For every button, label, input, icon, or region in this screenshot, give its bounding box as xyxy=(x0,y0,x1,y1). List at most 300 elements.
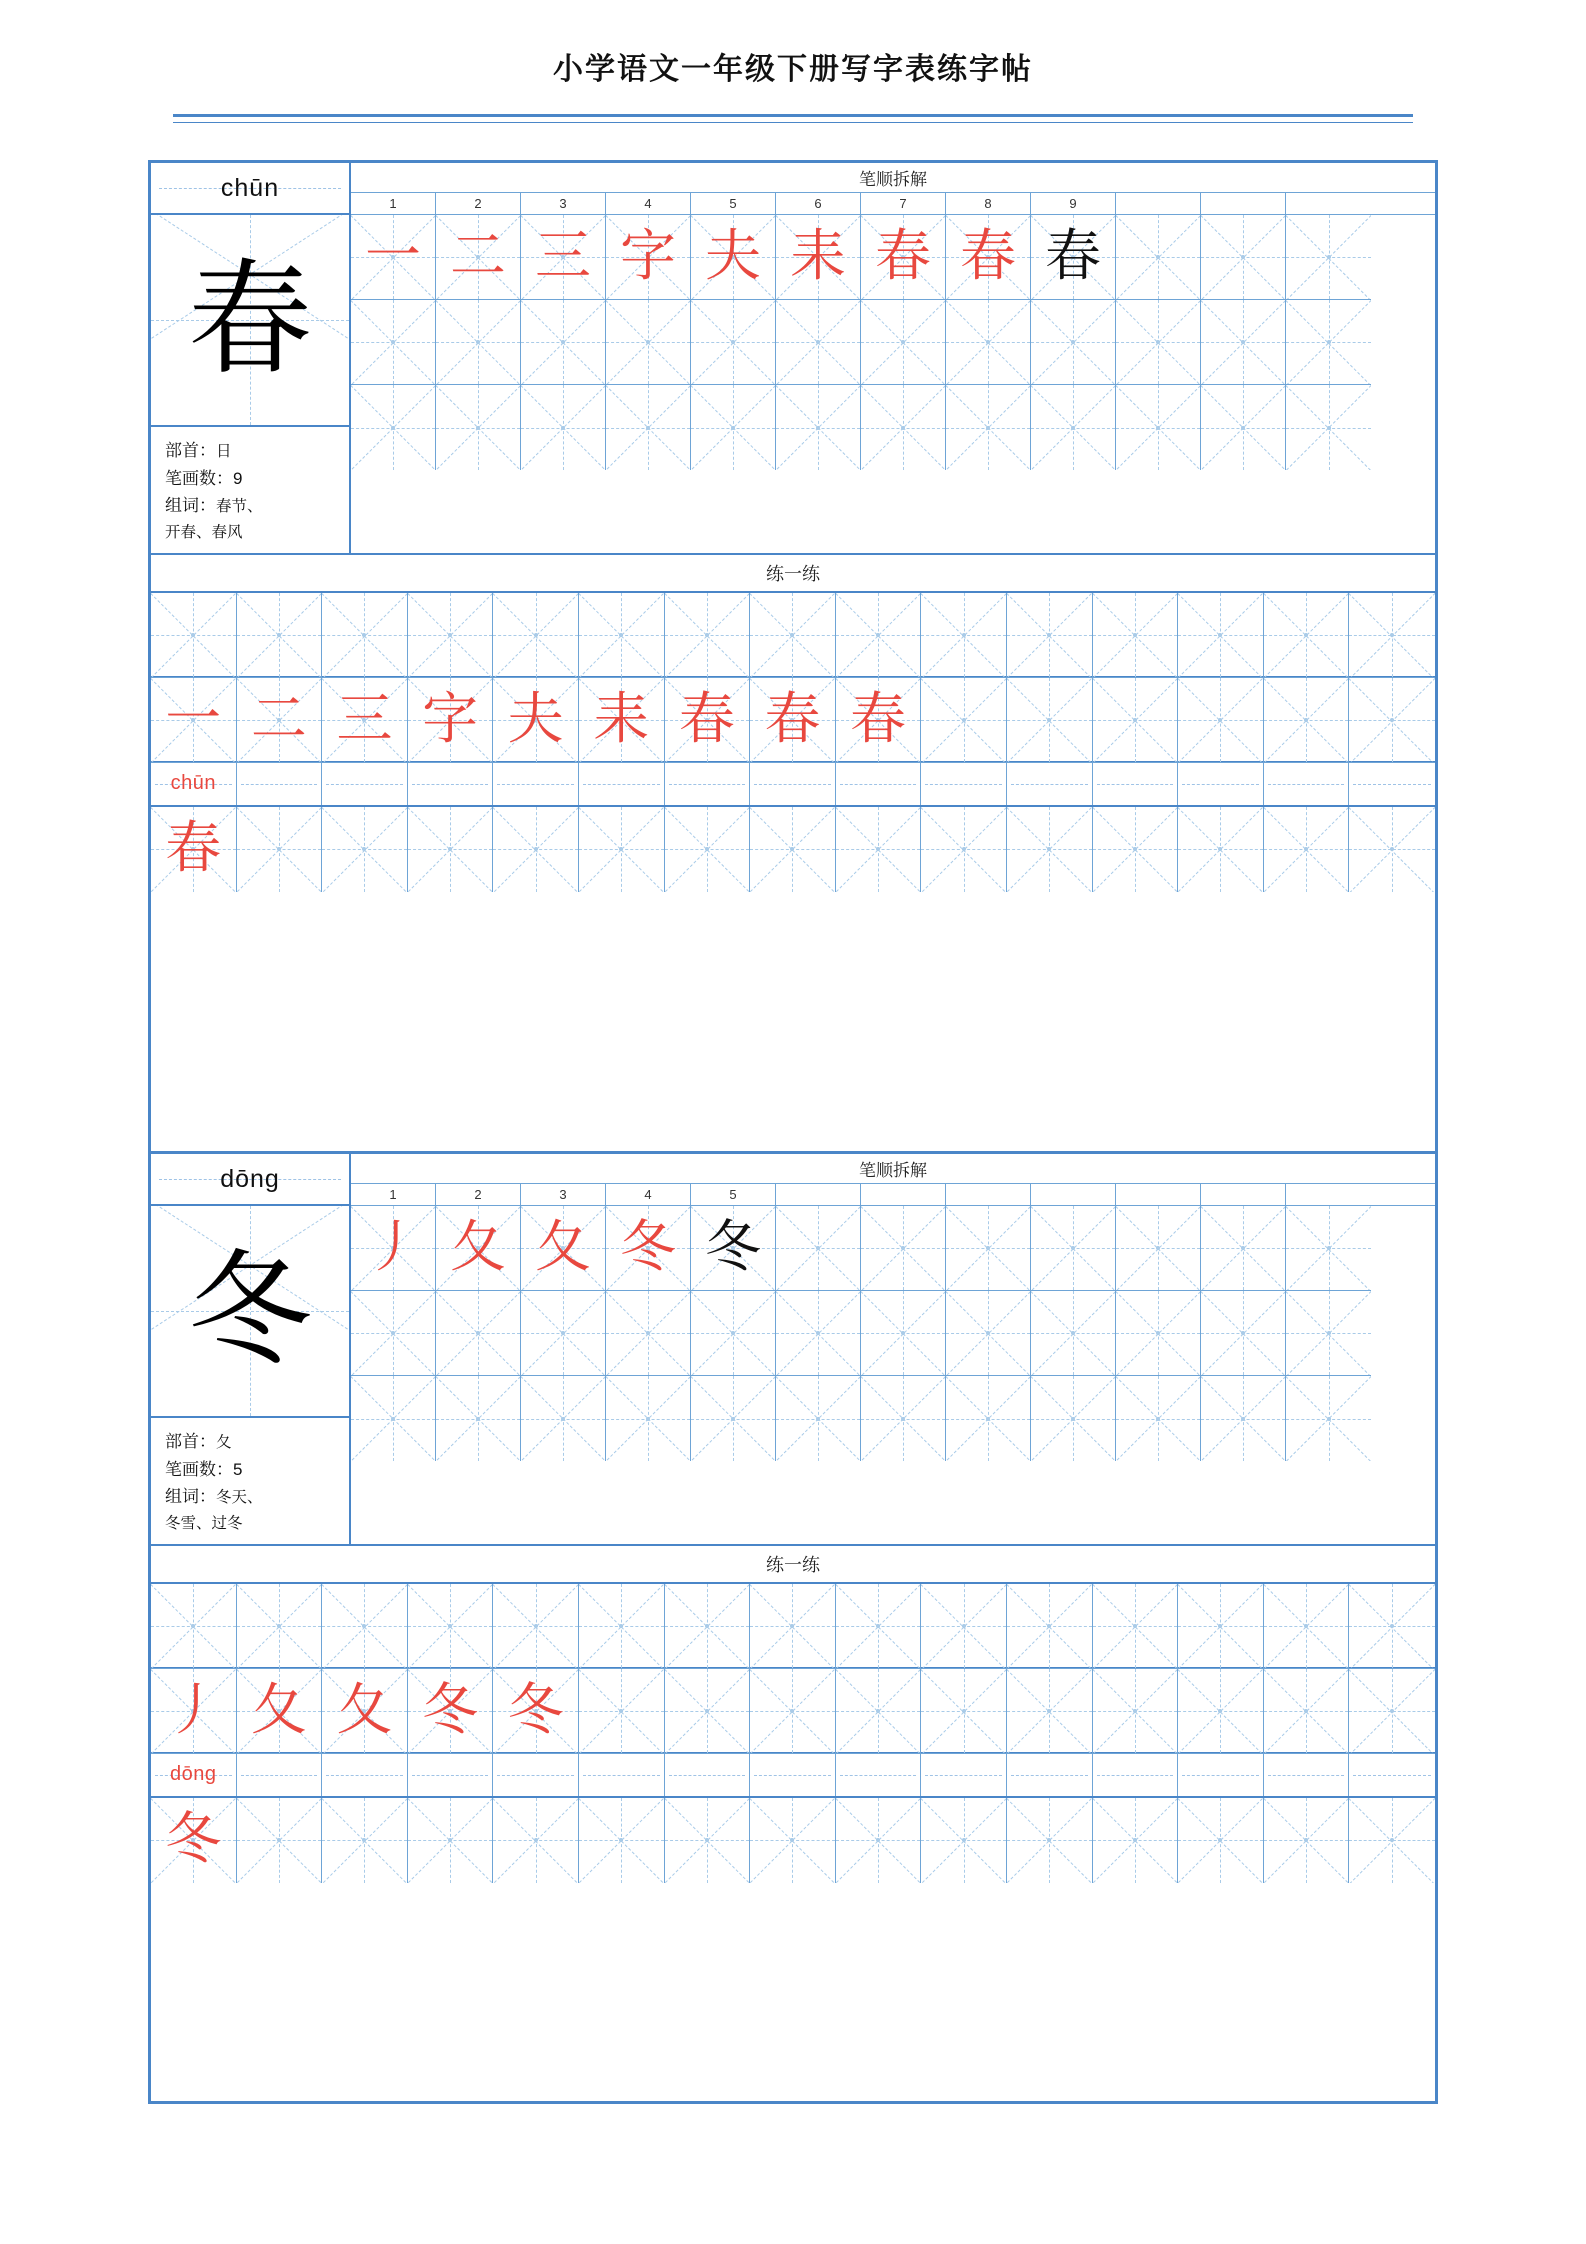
practice-glyph: 一 xyxy=(165,686,222,752)
grid-row xyxy=(351,1206,1435,1291)
practice-cell[interactable] xyxy=(579,1669,665,1754)
practice-cell[interactable] xyxy=(408,1798,494,1883)
stroke-glyph: 三 xyxy=(535,224,591,289)
stroke-number: 2 xyxy=(436,193,521,214)
stroke-cell[interactable] xyxy=(691,1291,776,1376)
words-label-1: 组词： xyxy=(165,496,216,516)
practice-glyph: 春 xyxy=(850,686,907,752)
practice-cell[interactable] xyxy=(237,1669,323,1754)
grid-row xyxy=(351,300,1435,385)
practice-cell[interactable] xyxy=(1093,1669,1179,1754)
practice-cell[interactable] xyxy=(921,1669,1007,1754)
practice-cell[interactable] xyxy=(1349,807,1435,892)
stroke-number: 5 xyxy=(691,1184,776,1205)
stroke-cell[interactable] xyxy=(776,385,861,470)
practice-cell[interactable] xyxy=(665,678,751,763)
stroke-cell[interactable] xyxy=(521,1206,606,1291)
pinyin-slot[interactable] xyxy=(1007,763,1093,805)
practice-cell[interactable] xyxy=(750,1669,836,1754)
practice-cell[interactable] xyxy=(322,807,408,892)
pinyin-slot[interactable] xyxy=(408,1754,494,1796)
radical-label-1: 部首： xyxy=(165,441,216,460)
stroke-cell[interactable] xyxy=(691,300,776,385)
practice-cell[interactable] xyxy=(1349,1669,1435,1754)
stroke-cell[interactable] xyxy=(351,1206,436,1291)
stroke-cell[interactable] xyxy=(351,385,436,470)
character-block-2 xyxy=(151,1151,1435,1883)
pinyin-slot[interactable] xyxy=(836,1754,922,1796)
practice-cell[interactable] xyxy=(1178,678,1264,763)
practice-grid-2 xyxy=(151,1584,1435,1754)
practice-cell[interactable] xyxy=(322,1584,408,1669)
practice-cell[interactable] xyxy=(408,593,494,678)
character-header-row-1 xyxy=(151,163,1435,555)
stroke-number: 5 xyxy=(691,193,776,214)
practice-glyph: 夂 xyxy=(336,1677,393,1743)
pinyin-slot[interactable] xyxy=(921,1754,1007,1796)
stroke-cell[interactable] xyxy=(776,1291,861,1376)
stroke-number: 4 xyxy=(606,193,691,214)
practice-header-2: 练一练 xyxy=(151,1546,1435,1584)
stroke-count-value-1: 9 xyxy=(233,468,243,488)
pinyin-slot[interactable] xyxy=(836,763,922,805)
stroke-cell[interactable] xyxy=(1031,215,1116,300)
stroke-cell[interactable] xyxy=(521,1376,606,1461)
practice-glyph: 夂 xyxy=(250,1677,307,1743)
stroke-cell[interactable] xyxy=(1286,1206,1371,1291)
practice-cell[interactable] xyxy=(1093,1798,1179,1883)
practice-cell[interactable] xyxy=(493,678,579,763)
practice-glyph: 冬 xyxy=(507,1677,564,1743)
practice-cell[interactable] xyxy=(1264,1584,1350,1669)
stroke-cell[interactable] xyxy=(436,1376,521,1461)
practice-cell[interactable] xyxy=(1093,1584,1179,1669)
radical-label-2: 部首： xyxy=(165,1432,216,1451)
stroke-cell[interactable] xyxy=(1201,300,1286,385)
stroke-glyph: 春 xyxy=(1045,224,1101,289)
grid-row xyxy=(351,1291,1435,1376)
practice-row-steps-2 xyxy=(151,1669,1435,1754)
pinyin-slot[interactable] xyxy=(408,763,494,805)
stroke-number: 6 xyxy=(776,193,861,214)
practice-glyph: 冬 xyxy=(422,1677,479,1743)
pinyin-slot[interactable] xyxy=(237,1754,323,1796)
character-block-1 xyxy=(151,163,1435,892)
stroke-number xyxy=(1116,1184,1201,1205)
practice-glyph: 春 xyxy=(678,686,735,752)
practice-cell[interactable] xyxy=(1349,678,1435,763)
stroke-cell[interactable] xyxy=(1286,1376,1371,1461)
stroke-number: 2 xyxy=(436,1184,521,1205)
stroke-cell[interactable] xyxy=(861,215,946,300)
practice-cell[interactable] xyxy=(1007,678,1093,763)
stroke-cell[interactable] xyxy=(946,215,1031,300)
pinyin-strip-2 xyxy=(151,1754,1435,1798)
stroke-cell[interactable] xyxy=(436,300,521,385)
practice-cell[interactable] xyxy=(237,678,323,763)
words-value-1b: 开春、春风 xyxy=(165,523,243,541)
practice-row-empty-1 xyxy=(151,593,1435,678)
practice-cell[interactable] xyxy=(921,1798,1007,1883)
stroke-cell[interactable] xyxy=(606,385,691,470)
stroke-cell[interactable] xyxy=(776,300,861,385)
pinyin-slot[interactable] xyxy=(1178,763,1264,805)
practice-sheet xyxy=(148,160,1438,2104)
grid-row xyxy=(351,385,1435,470)
practice-cell[interactable] xyxy=(408,678,494,763)
stroke-glyph: 冬 xyxy=(620,1215,676,1280)
practice-cell[interactable] xyxy=(665,1669,751,1754)
practice-cell[interactable] xyxy=(237,593,323,678)
stroke-cell[interactable] xyxy=(606,300,691,385)
pinyin-strip-1 xyxy=(151,763,1435,807)
pinyin-slot[interactable] xyxy=(1007,1754,1093,1796)
stroke-cell[interactable] xyxy=(436,385,521,470)
pinyin-slot[interactable] xyxy=(322,763,408,805)
stroke-cell[interactable] xyxy=(1201,1376,1286,1461)
stroke-glyph: 丿 xyxy=(365,1215,421,1280)
practice-glyph: 春 xyxy=(165,816,222,882)
practice-glyph: 三 xyxy=(336,686,393,752)
stroke-cell[interactable] xyxy=(351,300,436,385)
stroke-cell[interactable] xyxy=(861,1376,946,1461)
stroke-cell[interactable] xyxy=(436,1206,521,1291)
stroke-cell[interactable] xyxy=(861,385,946,470)
stroke-cell[interactable] xyxy=(946,300,1031,385)
stroke-cell[interactable] xyxy=(691,385,776,470)
practice-glyph: 耒 xyxy=(593,686,650,752)
stroke-cell[interactable] xyxy=(351,1291,436,1376)
stroke-number: 8 xyxy=(946,193,1031,214)
practice-cell[interactable] xyxy=(750,1798,836,1883)
stroke-cell[interactable] xyxy=(1201,215,1286,300)
stroke-glyph: 夂 xyxy=(535,1215,591,1280)
stroke-count-label-2: 笔画数： xyxy=(165,1459,233,1479)
stroke-cell[interactable] xyxy=(1286,300,1371,385)
stroke-cell[interactable] xyxy=(606,1206,691,1291)
practice-cell[interactable] xyxy=(921,678,1007,763)
stroke-cell[interactable] xyxy=(1031,300,1116,385)
practice-glyph: 春 xyxy=(764,686,821,752)
stroke-number xyxy=(1286,1184,1371,1205)
stroke-cell[interactable] xyxy=(1286,385,1371,470)
practice-cell[interactable] xyxy=(750,807,836,892)
stroke-number xyxy=(1201,193,1286,214)
stroke-cell[interactable] xyxy=(1116,1376,1201,1461)
practice-cell[interactable] xyxy=(493,1798,579,1883)
practice-cell[interactable] xyxy=(579,1584,665,1669)
pinyin-slot[interactable] xyxy=(750,763,836,805)
pinyin-text-1: chūn xyxy=(220,173,280,202)
stroke-number xyxy=(946,1184,1031,1205)
practice-cell[interactable] xyxy=(151,678,237,763)
practice-cell[interactable] xyxy=(1093,807,1179,892)
stroke-number: 1 xyxy=(351,1184,436,1205)
practice-cell[interactable] xyxy=(1007,807,1093,892)
stroke-cell[interactable] xyxy=(1116,385,1201,470)
pinyin-slot[interactable] xyxy=(665,1754,751,1796)
practice-cell[interactable] xyxy=(151,1584,237,1669)
character-header-row-2 xyxy=(151,1154,1435,1546)
practice-cell[interactable] xyxy=(1178,593,1264,678)
character-meta-2 xyxy=(151,1418,349,1544)
stroke-number: 4 xyxy=(606,1184,691,1205)
stroke-cell[interactable] xyxy=(861,1206,946,1291)
practice-cell[interactable] xyxy=(322,678,408,763)
practice-cell[interactable] xyxy=(921,593,1007,678)
practice-cell[interactable] xyxy=(1264,1669,1350,1754)
stroke-cell[interactable] xyxy=(1201,1291,1286,1376)
stroke-glyph: 耒 xyxy=(790,224,846,289)
practice-glyph: 字 xyxy=(422,686,479,752)
stroke-number: 3 xyxy=(521,1184,606,1205)
stroke-cell[interactable] xyxy=(1201,385,1286,470)
stroke-order-area-2 xyxy=(351,1154,1435,1544)
stroke-cell[interactable] xyxy=(776,215,861,300)
stroke-cell[interactable] xyxy=(691,1206,776,1291)
stroke-cell[interactable] xyxy=(436,1291,521,1376)
practice-cell[interactable] xyxy=(151,807,237,892)
stroke-count-label-1: 笔画数： xyxy=(165,468,233,488)
stroke-number xyxy=(1286,193,1371,214)
practice-cell[interactable] xyxy=(1007,593,1093,678)
practice-cell[interactable] xyxy=(750,678,836,763)
practice-cell[interactable] xyxy=(1178,1798,1264,1883)
stroke-cell[interactable] xyxy=(1286,1291,1371,1376)
stroke-cell[interactable] xyxy=(946,1291,1031,1376)
practice-cell[interactable] xyxy=(921,807,1007,892)
radical-value-2: 夂 xyxy=(216,1434,232,1451)
stroke-cell[interactable] xyxy=(1116,1206,1201,1291)
practice-cell[interactable] xyxy=(1178,1584,1264,1669)
practice-cell[interactable] xyxy=(1007,1584,1093,1669)
practice-glyph: 丿 xyxy=(165,1677,222,1743)
stroke-cell[interactable] xyxy=(1116,300,1201,385)
stroke-cell[interactable] xyxy=(776,1376,861,1461)
practice-cell[interactable] xyxy=(836,678,922,763)
stroke-cell[interactable] xyxy=(946,1376,1031,1461)
pinyin-text-2: dōng xyxy=(220,1164,280,1193)
practice-cell[interactable] xyxy=(151,593,237,678)
practice-cell[interactable] xyxy=(1264,593,1350,678)
practice-glyph: 夫 xyxy=(507,686,564,752)
stroke-cell[interactable] xyxy=(436,215,521,300)
stroke-cell[interactable] xyxy=(606,1291,691,1376)
practice-cell[interactable] xyxy=(237,1798,323,1883)
practice-cell[interactable] xyxy=(237,1584,323,1669)
grid-row xyxy=(351,215,1435,300)
words-value-1a: 春节、 xyxy=(216,498,263,516)
big-character-1: 春 xyxy=(187,248,312,392)
practice-cell[interactable] xyxy=(493,1584,579,1669)
stroke-glyph: 春 xyxy=(960,224,1016,289)
practice-cell[interactable] xyxy=(1093,678,1179,763)
practice-cell[interactable] xyxy=(237,807,323,892)
stroke-cell[interactable] xyxy=(521,385,606,470)
pinyin-slot[interactable] xyxy=(493,1754,579,1796)
stroke-number xyxy=(1031,1184,1116,1205)
practice-cell[interactable] xyxy=(322,593,408,678)
stroke-cell[interactable] xyxy=(1031,1291,1116,1376)
pinyin-slot[interactable] xyxy=(665,763,751,805)
pinyin-slot[interactable] xyxy=(493,763,579,805)
practice-glyph: 二 xyxy=(250,686,307,752)
practice-cell[interactable] xyxy=(836,807,922,892)
practice-cell[interactable] xyxy=(665,807,751,892)
practice-cell[interactable] xyxy=(665,1798,751,1883)
stroke-cell[interactable] xyxy=(1116,215,1201,300)
stroke-number xyxy=(861,1184,946,1205)
stroke-cell[interactable] xyxy=(1031,1376,1116,1461)
big-character-cell-2 xyxy=(151,1206,349,1418)
stroke-glyph: 夂 xyxy=(450,1215,506,1280)
practice-cell[interactable] xyxy=(493,1669,579,1754)
practice-cell[interactable] xyxy=(1093,593,1179,678)
practice-cell[interactable] xyxy=(750,1584,836,1669)
character-info-1 xyxy=(151,163,351,553)
practice-cell[interactable] xyxy=(579,807,665,892)
practice-cell[interactable] xyxy=(836,1798,922,1883)
stroke-cell[interactable] xyxy=(606,1376,691,1461)
stroke-glyph: 二 xyxy=(450,224,506,289)
stroke-glyph: 夫 xyxy=(705,224,761,289)
stroke-number xyxy=(776,1184,861,1205)
stroke-cell[interactable] xyxy=(1286,215,1371,300)
stroke-cell[interactable] xyxy=(521,215,606,300)
practice-cell[interactable] xyxy=(1007,1669,1093,1754)
stroke-cell[interactable] xyxy=(351,215,436,300)
stroke-cell[interactable] xyxy=(861,1291,946,1376)
pinyin-slot[interactable] xyxy=(750,1754,836,1796)
practice-glyph: 冬 xyxy=(165,1807,222,1873)
practice-cell[interactable] xyxy=(579,678,665,763)
practice-cell[interactable] xyxy=(1264,1798,1350,1883)
stroke-cell[interactable] xyxy=(1031,1206,1116,1291)
practice-cell[interactable] xyxy=(1349,1798,1435,1883)
stroke-glyph: 冬 xyxy=(705,1215,761,1280)
pinyin-slot[interactable] xyxy=(237,763,323,805)
big-character-cell-1 xyxy=(151,215,349,427)
pinyin-slot[interactable] xyxy=(579,1754,665,1796)
stroke-cell[interactable] xyxy=(521,1291,606,1376)
words-value-2b: 冬雪、过冬 xyxy=(165,1514,243,1532)
practice-cell[interactable] xyxy=(750,593,836,678)
stroke-number-row-2 xyxy=(351,1184,1435,1206)
practice-grid-1 xyxy=(151,593,1435,763)
pinyin-hint-2: dōng xyxy=(170,1763,217,1786)
practice-cell[interactable] xyxy=(921,1584,1007,1669)
radical-value-1: 日 xyxy=(216,443,232,460)
practice-cell[interactable] xyxy=(1178,1669,1264,1754)
practice-row-empty-2 xyxy=(151,1584,1435,1669)
stroke-cell[interactable] xyxy=(691,1376,776,1461)
practice-cell[interactable] xyxy=(322,1798,408,1883)
stroke-number xyxy=(1201,1184,1286,1205)
stroke-number-row-1 xyxy=(351,193,1435,215)
stroke-cell[interactable] xyxy=(1201,1206,1286,1291)
practice-cell[interactable] xyxy=(322,1669,408,1754)
practice-cell[interactable] xyxy=(1264,678,1350,763)
practice-cell[interactable] xyxy=(493,807,579,892)
stroke-cell[interactable] xyxy=(861,300,946,385)
stroke-grid-1 xyxy=(351,215,1435,553)
practice-cell[interactable] xyxy=(1178,807,1264,892)
pinyin-slot[interactable] xyxy=(921,763,1007,805)
stroke-cell[interactable] xyxy=(691,215,776,300)
pinyin-slot[interactable] xyxy=(322,1754,408,1796)
big-character-2: 冬 xyxy=(187,1239,312,1383)
practice-cell[interactable] xyxy=(836,593,922,678)
pinyin-slot[interactable] xyxy=(579,763,665,805)
stroke-order-header-1: 笔顺拆解 xyxy=(351,163,1435,193)
practice-cell[interactable] xyxy=(493,593,579,678)
stroke-cell[interactable] xyxy=(1116,1291,1201,1376)
stroke-number: 3 xyxy=(521,193,606,214)
stroke-cell[interactable] xyxy=(521,300,606,385)
stroke-glyph: 春 xyxy=(875,224,931,289)
practice-cell[interactable] xyxy=(1349,1584,1435,1669)
practice-cell[interactable] xyxy=(579,1798,665,1883)
pinyin-slot[interactable] xyxy=(151,1754,237,1796)
pinyin-slot[interactable] xyxy=(151,763,237,805)
words-value-2a: 冬天、 xyxy=(216,1489,263,1507)
pinyin-slot[interactable] xyxy=(1093,763,1179,805)
pinyin-slot[interactable] xyxy=(1178,1754,1264,1796)
pinyin-hint-1: chūn xyxy=(170,772,216,795)
character-meta-1 xyxy=(151,427,349,553)
practice-cell[interactable] xyxy=(408,807,494,892)
practice-cell[interactable] xyxy=(836,1669,922,1754)
stroke-cell[interactable] xyxy=(946,385,1031,470)
stroke-number xyxy=(1116,193,1201,214)
practice-cell[interactable] xyxy=(836,1584,922,1669)
practice-cell[interactable] xyxy=(665,1584,751,1669)
stroke-cell[interactable] xyxy=(776,1206,861,1291)
stroke-count-value-2: 5 xyxy=(233,1459,243,1479)
stroke-glyph: 一 xyxy=(365,224,421,289)
words-label-2: 组词： xyxy=(165,1487,216,1507)
stroke-number: 9 xyxy=(1031,193,1116,214)
practice-cell[interactable] xyxy=(151,1669,237,1754)
pinyin-slot[interactable] xyxy=(1093,1754,1179,1796)
character-info-2 xyxy=(151,1154,351,1544)
title-divider xyxy=(173,114,1413,123)
stroke-order-header-2: 笔顺拆解 xyxy=(351,1154,1435,1184)
stroke-number: 1 xyxy=(351,193,436,214)
practice-row-steps-1 xyxy=(151,678,1435,763)
stroke-cell[interactable] xyxy=(351,1376,436,1461)
pinyin-slot[interactable] xyxy=(1349,763,1435,805)
practice-cell[interactable] xyxy=(408,1584,494,1669)
stroke-cell[interactable] xyxy=(606,215,691,300)
stroke-cell[interactable] xyxy=(946,1206,1031,1291)
stroke-glyph: 字 xyxy=(620,224,676,289)
practice-cell[interactable] xyxy=(151,1798,237,1883)
pinyin-slot[interactable] xyxy=(1264,1754,1350,1796)
practice-cell[interactable] xyxy=(579,593,665,678)
practice-cell[interactable] xyxy=(1007,1798,1093,1883)
pinyin-cell-2 xyxy=(151,1154,349,1206)
pinyin-slot[interactable] xyxy=(1349,1754,1435,1796)
practice-cell[interactable] xyxy=(408,1669,494,1754)
stroke-cell[interactable] xyxy=(1031,385,1116,470)
practice-header-1: 练一练 xyxy=(151,555,1435,593)
practice-cell[interactable] xyxy=(1349,593,1435,678)
grid-row xyxy=(351,1376,1435,1461)
practice-cell[interactable] xyxy=(1264,807,1350,892)
pinyin-slot[interactable] xyxy=(1264,763,1350,805)
practice-cell[interactable] xyxy=(665,593,751,678)
